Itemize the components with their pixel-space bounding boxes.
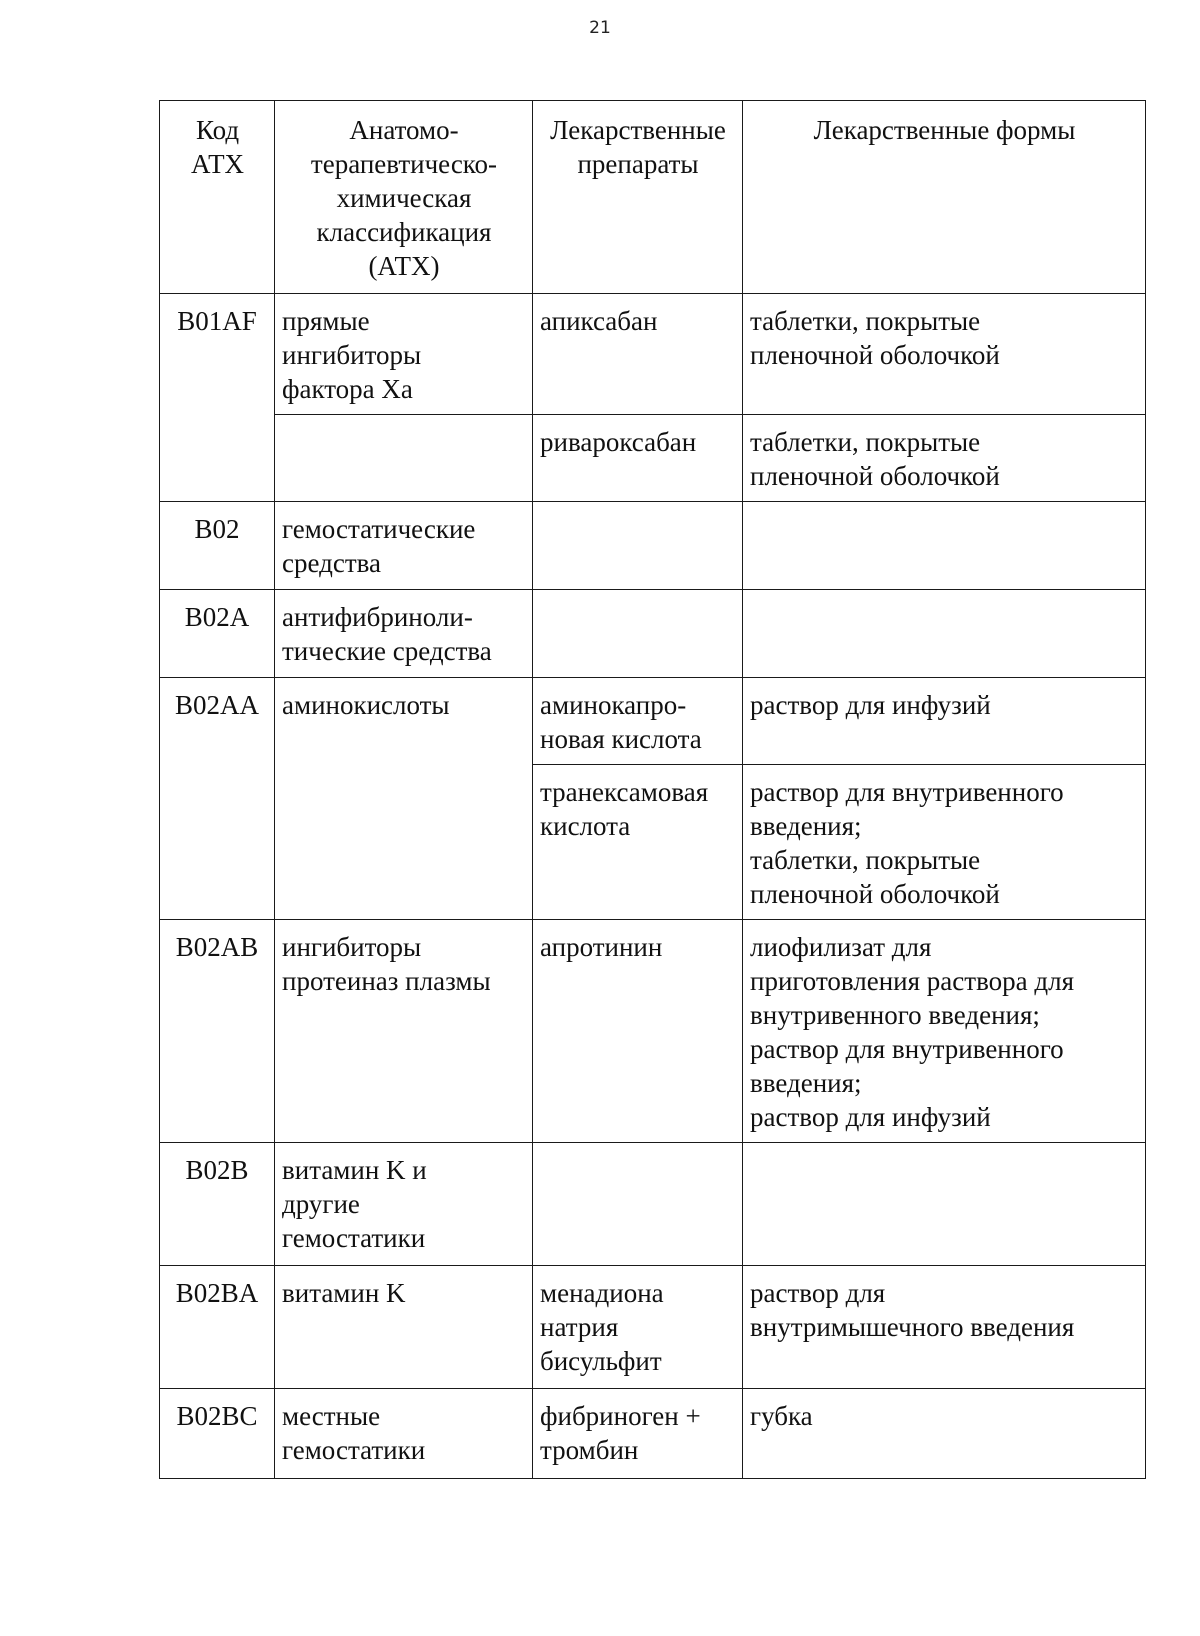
header-drugs: Лекарственные препараты [533,101,743,294]
atx-code: B01AF [160,294,275,502]
dosage-forms [743,1143,1146,1266]
atx-code: B02A [160,590,275,678]
table-header-row [160,101,1146,294]
atx-classification: ингибиторы протеиназ плазмы [275,920,533,1143]
header-forms: Лекарственные формы [743,101,1146,294]
dosage-forms: таблетки, покрытые пленочной оболочкой [743,294,1146,415]
atx-code: B02AA [160,678,275,920]
atx-classification [275,415,533,502]
dosage-forms: таблетки, покрытые пленочной оболочкой [743,415,1146,502]
dosage-forms [743,502,1146,590]
page-number: 21 [589,18,611,38]
atx-classification: местные гемостатики [275,1389,533,1479]
table-row [160,590,1146,678]
drug-name [533,502,743,590]
table-row [160,415,1146,502]
table-row [160,1143,1146,1266]
atx-code: B02BA [160,1266,275,1389]
table-row [160,502,1146,590]
table-row [160,678,1146,765]
table-row [160,1389,1146,1479]
atx-classification: антифибриноли- тические средства [275,590,533,678]
drug-name: апиксабан [533,294,743,415]
dosage-forms: раствор для внутримышечного введения [743,1266,1146,1389]
atx-classification: витамин K [275,1266,533,1389]
atx-code: B02BC [160,1389,275,1479]
atx-classification: аминокислоты [275,678,533,920]
drug-name [533,590,743,678]
atx-table [159,100,1146,1479]
drug-name: транексамовая кислота [533,765,743,920]
table-row [160,1266,1146,1389]
header-code: Код АТХ [160,101,275,294]
atx-code: B02AB [160,920,275,1143]
dosage-forms: раствор для внутривенного введения; таблетки, покрытые пленочной оболочкой [743,765,1146,920]
drug-name: фибриноген + тромбин [533,1389,743,1479]
drug-name [533,1143,743,1266]
table-row [160,920,1146,1143]
header-classification: Анатомо- терапевтическо- химическая классификация (АТХ) [275,101,533,294]
drug-name: апротинин [533,920,743,1143]
atx-classification: прямые ингибиторы фактора Xa [275,294,533,415]
dosage-forms: раствор для инфузий [743,678,1146,765]
atx-classification: гемостатические средства [275,502,533,590]
dosage-forms [743,590,1146,678]
drug-name: ривароксабан [533,415,743,502]
atx-classification: витамин K и другие гемостатики [275,1143,533,1266]
table-row [160,294,1146,415]
atx-code: B02 [160,502,275,590]
dosage-forms: лиофилизат для приготовления раствора для внутривенного введения; раствор для внутривенного введения; раствор для инфузий [743,920,1146,1143]
dosage-forms: губка [743,1389,1146,1479]
drug-name: менадиона натрия бисульфит [533,1266,743,1389]
drug-name: аминокапро- новая кислота [533,678,743,765]
atx-code: B02B [160,1143,275,1266]
